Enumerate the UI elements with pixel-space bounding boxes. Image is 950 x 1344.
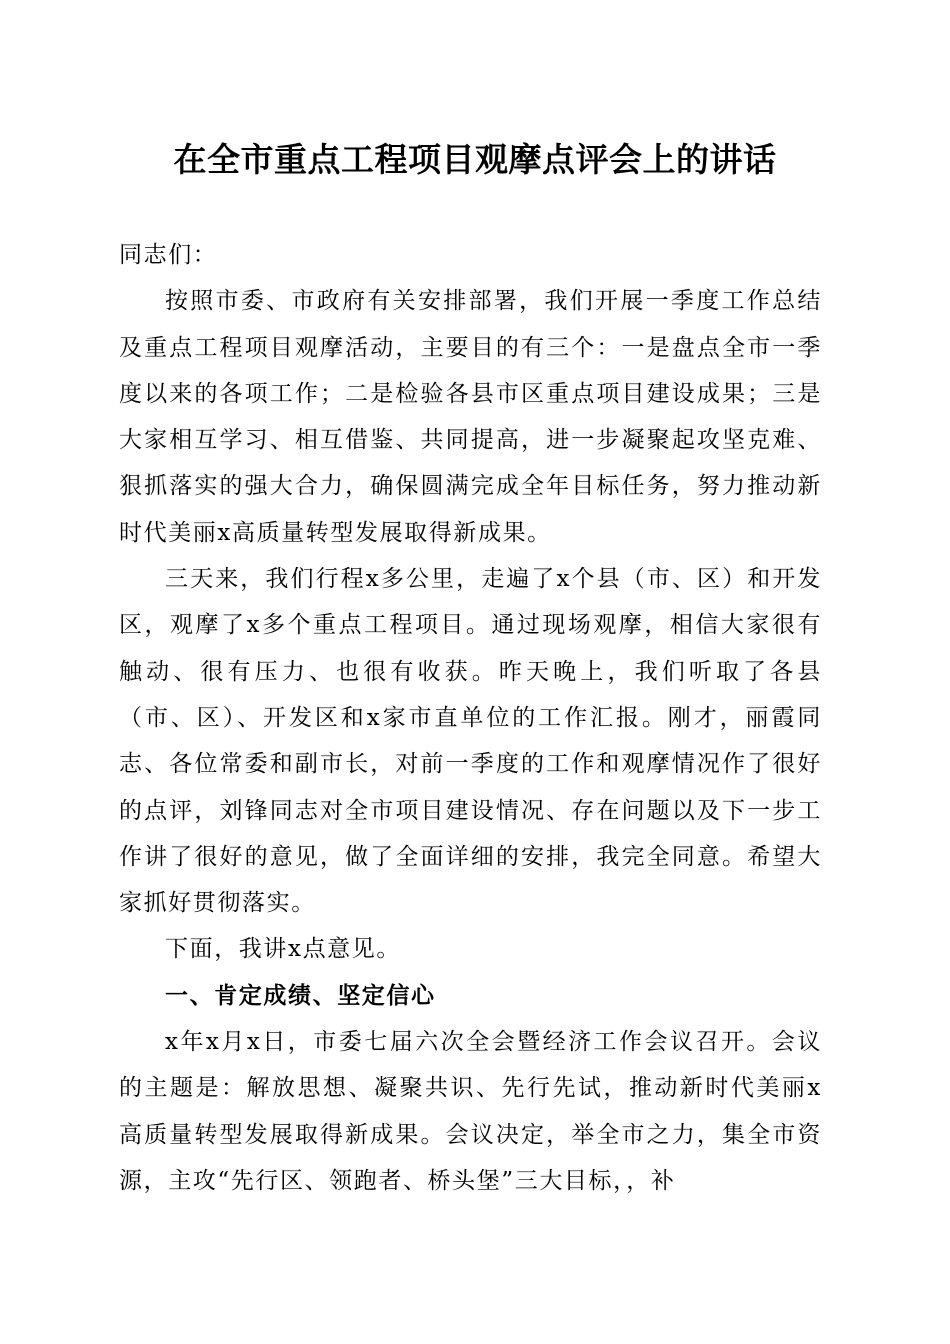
paragraph: x年x月x日，市委七届六次全会暨经济工作会议召开。会议的主题是：解放思想、凝聚共识、先行先试，推动新时代美丽x高质量转型发展取得新成果。会议决定，举全市之力，集全市资源，主攻“先行区、领跑者、桥头堡”三大目标，，补 xyxy=(119,1029,822,1194)
paragraph: 三天来，我们行程x多公里，走遍了x个县（市、区）和开发区，观摩了x多个重点工程项目。通过现场观摩，相信大家很有触动、很有压力、也很有收获。昨天晚上，我们听取了各县（市、区）、开发区和x家市直单位的工作汇报。刚才，丽霞同志、各位常委和副市长，对前一季度的工作和观摩情况作了很好的点评，刘锋同志对全市项目建设情况、存在问题以及下一步工作讲了很好的意见，做了全面详细的安排，我完全同意。希望大家抓好贯彻落实。 xyxy=(119,566,822,917)
salutation: 同志们： xyxy=(119,242,218,268)
section-heading: 一、肯定成绩、坚定信心 xyxy=(165,982,436,1009)
paragraph: 下面，我讲x点意见。 xyxy=(165,936,401,963)
paragraph: 按照市委、市政府有关安排部署，我们开展一季度工作总结及重点工程项目观摩活动，主要目的有三个：一是盘点全市一季度以来的各项工作；二是检验各县市区重点项目建设成果；三是大家相互学习、相互借鉴、共同提高，进一步凝聚起攻坚克难、狠抓落实的强大合力，确保圆满完成全年目标任务，努力推动新时代美丽x高质量转型发展取得新成果。 xyxy=(119,288,822,546)
document-body xyxy=(119,232,822,1204)
document-title: 在全市重点工程项目观摩点评会上的讲话 xyxy=(173,140,777,179)
